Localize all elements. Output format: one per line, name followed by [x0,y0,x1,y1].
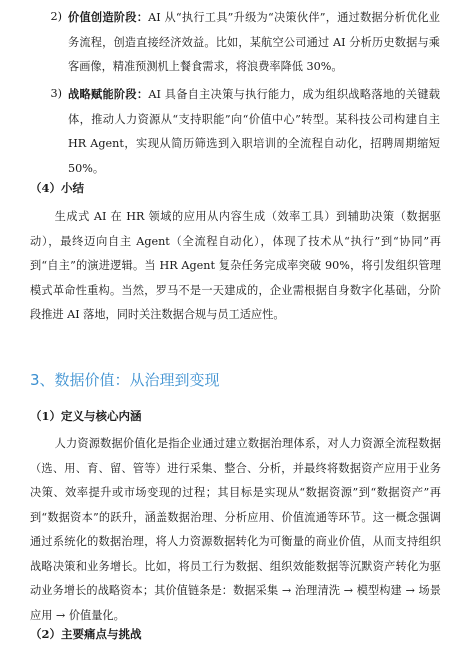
definition-paragraph: 人力资源数据价值化是指企业通过建立数据治理体系，对人力资源全流程数据（选、用、育、留、管等）进行采集、整合、分析，并最终将数据资产应用于业务决策、效率提升或市场变现的过程；其目标是实现从“数据资源”到“数据资产”再到“数据资本”的跃升，涵盖数据治理、分析应用、价值流通等环节。这一概念强调通过系统化的数据治理，将人力资源数据转化为可衡量的商业价值，从而支持组织战略决策和业务增长。比如，将员工行为数据、组织效能数据等沉默资产转化为驱动业务增长的战略资本；其价值链条是：数据采集 → 治理清洗 → 模型构建 → 场景应用 → 价值量化。 [30,437,441,622]
list-body: AI 具备自主决策与执行能力，成为组织战略落地的关键载体，推动人力资源从“支持职能”向“价值中心”转型。某科技公司构建自主 HR Agent，实现从简历筛选到入职培训的全流程自动化，招聘周期缩短 50%。 [68,88,440,175]
section-title: 3、数据价值：从治理到变现 [30,371,220,389]
list-text [68,82,440,181]
list-item-value-creation [30,5,440,80]
list-body: AI 从“执行工具”升级为“决策伙伴”，通过数据分析优化业务流程，创造直接经济效益。比如，某航空公司通过 AI 分析历史数据与乘客画像，精准预测机上餐食需求，将浪费率降低 30%。 [68,11,440,73]
summary-heading: （4）小结 [30,181,85,195]
pain-points-heading: （2）主要痛点与挑战 [30,627,142,641]
list-text [68,5,440,80]
list-item-strategic-enablement [30,82,440,181]
list-term: 价值创造阶段： [68,10,149,24]
summary-paragraph: 生成式 AI 在 HR 领域的应用从内容生成（效率工具）到辅助决策（数据驱动），最终迈向自主 Agent（全流程自动化），体现了技术从“执行”到“协同”再到“自主”的演进逻辑。当 HR Agent 复杂任务完成率突破 90%，将引发组织管理模式革命性重构。当然，罗马不是一天建成的，企业需根据自身数字化基础，分阶段推进 AI 落地，同时关注数据合规与员工适应性。 [30,210,441,321]
definition-heading: （1）定义与核心内涵 [30,409,142,423]
list-term: 战略赋能阶段： [68,87,149,101]
list-number: 2) [50,10,62,23]
list-number: 3) [50,87,62,100]
